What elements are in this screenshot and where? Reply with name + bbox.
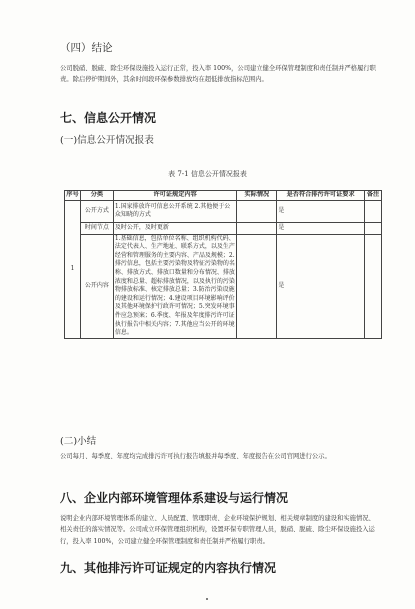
table-header-row [65, 191, 382, 201]
subsection-2-paragraph: 公司每月、每季度、年度均完成排污许可执行报告填报并每季度、年度报告在公司官网进行公示。 [60, 453, 331, 460]
compliance-cell: 是 [277, 200, 365, 222]
info-disclosure-table [64, 190, 382, 339]
col-header-actual: 实际情况 [237, 191, 277, 201]
col-header-category: 分类 [80, 191, 113, 201]
content-cell: 及时公开，及时更新 [113, 222, 237, 234]
section-7-heading: 七、信息公开情况 [60, 111, 157, 125]
compliance-cell: 是 [277, 234, 365, 338]
actual-cell [237, 234, 277, 338]
remark-cell [365, 222, 382, 234]
category-cell: 时间节点 [80, 222, 113, 234]
col-header-permit-content: 许可证规定内容 [113, 191, 237, 201]
section-8-paragraph: 说明企业内部环境管理体系的建立、人员配置、管理职责、企业环境保护规划、相关规章制度的建设和实施情况、相关责任的落实情况等。公司成立环保管理组织机构，设置环保专职管理人员，脱硝、脱硫、除尘环保设施投入运行，投入率 100%，公司建立健全环保管理制度和责任制并严格履行职责。 [60, 515, 375, 545]
category-cell: 公开内容 [80, 234, 113, 338]
section-4-paragraph: 公司脱硝、脱硫、除尘环保设施投入运行正常，投入率 100%，公司建立健全环保管理制度和责任制并严格履行职责。除启停炉期间外，其余时间段环保参数排放均在超低排放指标范围内。 [60, 65, 376, 84]
content-cell: 1.基础信息，包括单位名称、组织机构代码、法定代表人、生产地址、联系方式，以及生产经营和管理服务的主要内容、产品及规模；2.排污信息，包括主要污染物及特征污染物的名称、排放方式、排放口数量和分布情况、排放浓度和总量、超标排放情况，以及执行的污染物排放标准、核定排放总量；3.防治污染设施的建设和运行情况；4.建设项目环境影响评价及其他环境保护行政许可情况；5.突发环境事件应急预案；6.季度、年报及年度排污许可证执行报告中相关内容；7.其他应当公开的环境信息。 [113, 234, 237, 338]
table-row [65, 200, 382, 222]
row-index-cell: 1 [65, 200, 81, 338]
remark-cell [365, 200, 382, 222]
content-cell: 1.国家排放许可信息公开系统 2.其他便于公众知晓的方式 [113, 200, 237, 222]
table-row [65, 222, 382, 234]
table-row [65, 234, 382, 338]
col-header-remark: 备注 [365, 191, 382, 201]
subsection-2-heading: (二)小结 [60, 436, 97, 447]
category-cell: 公开方式 [80, 200, 113, 222]
section-9-heading: 九、其他排污许可证规定的内容执行情况 [60, 561, 277, 575]
col-header-index: 序号 [65, 191, 81, 201]
table-caption: 表 7-1 信息公开情况报表 [168, 170, 247, 178]
remark-cell [365, 234, 382, 338]
actual-cell [237, 222, 277, 234]
actual-cell [237, 200, 277, 222]
col-header-compliance: 是否符合排污许可证要求 [277, 191, 365, 201]
page-dot-mark [206, 598, 208, 600]
section-4-heading: （四）结论 [60, 42, 113, 54]
section-8-heading: 八、企业内部环境管理体系建设与运行情况 [60, 491, 289, 505]
compliance-cell: 是 [277, 222, 365, 234]
subsection-1-heading: (一)信息公开情况报表 [60, 135, 154, 146]
